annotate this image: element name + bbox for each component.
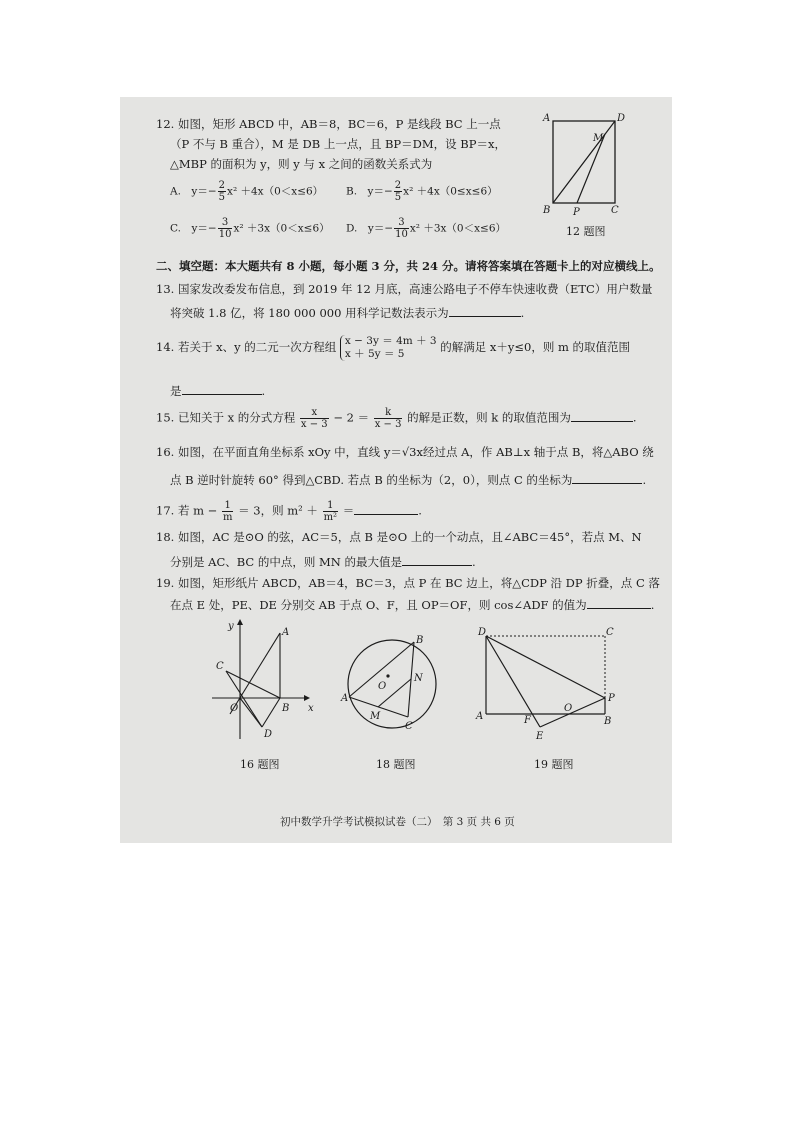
q19-answer-blank [587,597,651,609]
q12-option-d: D. y＝− $\frac{3}{10}$ x² ＋3x（0＜x≤6） [346,217,507,240]
figure-18-caption: 18 题图 [376,758,416,771]
q12-option-a: A. y＝− $\frac{2}{5}$ x² ＋4x（0＜x≤6） [170,180,324,203]
q17-line: 17. 若 m − $\frac{1}{m}$ ＝ 3，则 m² ＋ $\frac{1}{\text{m²}}$ ＝ . [156,500,422,523]
svg-text:O: O [378,681,387,692]
q14-line1: 14. 若关于 x、y 的二元一次方程组 x − 3y ＝ 4m ＋ 3 x ＋ 5y ＝ 5 的解满足 x＋y≤0，则 m 的取值范围 [156,335,631,360]
svg-text:C: C [611,205,619,216]
q12-option-c: C. y＝− $\frac{3}{10}$ x² ＋3x（0＜x≤6） [170,217,330,240]
scanned-exam-page [120,97,672,843]
q18-answer-blank [402,554,472,566]
q13-answer-blank [449,305,521,317]
figure-16-caption: 16 题图 [240,758,280,771]
section-2-heading: 二、填空题：本大题共有 8 小题，每小题 3 分，共 24 分。请将答案填在答题卡上的对应横线上。 [156,259,661,273]
svg-text:P: P [573,207,580,218]
q15-answer-blank [571,410,633,422]
svg-text:A: A [341,693,349,704]
svg-text:F: F [524,715,531,726]
q13-line2: 将突破 1.8 亿，将 180 000 000 用科学记数法表示为 . [170,306,525,320]
q14-answer-blank [182,383,262,395]
figure-19-caption: 19 题图 [534,758,574,771]
page-footer: 初中数学升学考试模拟试卷（二） 第 3 页 共 6 页 [280,816,515,828]
svg-text:B: B [416,635,424,646]
svg-text:D: D [264,729,273,740]
q15-line: 15. 已知关于 x 的分式方程 $\frac{x}{x - 3}$ − 2 ＝ $\frac{k}{x - 3}$ 的解是正数，则 k 的取值范围为 . [156,407,637,430]
q18-line2: 分别是 AC、BC 的中点，则 MN 的最大值是 . [170,555,476,569]
q14-equation-system: x − 3y ＝ 4m ＋ 3 x ＋ 5y ＝ 5 [340,335,437,361]
figure-12-rectangle-diagram [535,109,635,219]
q12-option-b: B. y＝− $\frac{2}{5}$ x² ＋4x（0≤x≤6） [346,180,498,203]
svg-text:A: A [476,711,484,722]
svg-text:N: N [414,673,423,684]
q17-answer-blank [354,503,418,515]
q16-line1: 16. 如图，在平面直角坐标系 xOy 中，直线 y＝√3x经过点 A，作 AB⊥x 轴于点 B，将△ABO 绕 [156,445,654,459]
svg-text:O: O [564,703,573,714]
q12-line1: 12. 如图，矩形 ABCD 中，AB＝8，BC＝6，P 是线段 BC 上一点 [156,117,501,131]
q12-line3: △MBP 的面积为 y，则 y 与 x 之间的函数关系式为 [170,157,433,171]
figure-19-fold-diagram [472,627,632,747]
q19-line2: 在点 E 处，PE、DE 分别交 AB 于点 O、F，且 OP＝OF，则 cos∠ADF 的值为 . [170,598,655,612]
svg-text:y: y [228,621,234,632]
svg-text:C: C [405,721,413,732]
figure-16-coordinate-diagram [208,619,318,749]
svg-text:P: P [608,693,615,704]
svg-text:C: C [216,661,224,672]
svg-text:D: D [478,627,487,638]
q14-line2: 是 . [170,384,266,398]
svg-text:D: D [617,113,626,124]
figure-18-circle-diagram [342,629,442,739]
svg-text:O: O [230,703,239,714]
figure-12-caption: 12 题图 [566,225,606,238]
q16-line2: 点 B 逆时针旋转 60° 得到△CBD. 若点 B 的坐标为（2，0），则点 C 的坐标为 . [170,473,647,487]
svg-text:B: B [543,205,551,216]
svg-text:E: E [536,731,544,742]
q13-line1: 13. 国家发改委发布信息，到 2019 年 12 月底，高速公路电子不停车快速收费（ETC）用户数量 [156,282,653,296]
svg-text:M: M [370,711,381,722]
svg-text:B: B [604,716,612,727]
svg-text:C: C [606,627,614,638]
q12-line2: （P 不与 B 重合），M 是 DB 上一点，且 BP＝DM，设 BP＝x， [170,137,506,151]
svg-text:x: x [308,703,314,714]
q18-line1: 18. 如图，AC 是⊙O 的弦，AC＝5，点 B 是⊙O 上的一个动点，且∠ABC＝45°，若点 M、N [156,530,642,544]
svg-text:B: B [282,703,290,714]
svg-text:M: M [593,133,604,144]
q16-answer-blank [572,472,642,484]
svg-text:A: A [543,113,551,124]
q19-line1: 19. 如图，矩形纸片 ABCD，AB＝4，BC＝3，点 P 在 BC 边上，将△CDP 沿 DP 折叠，点 C 落 [156,576,660,590]
svg-text:A: A [282,627,290,638]
